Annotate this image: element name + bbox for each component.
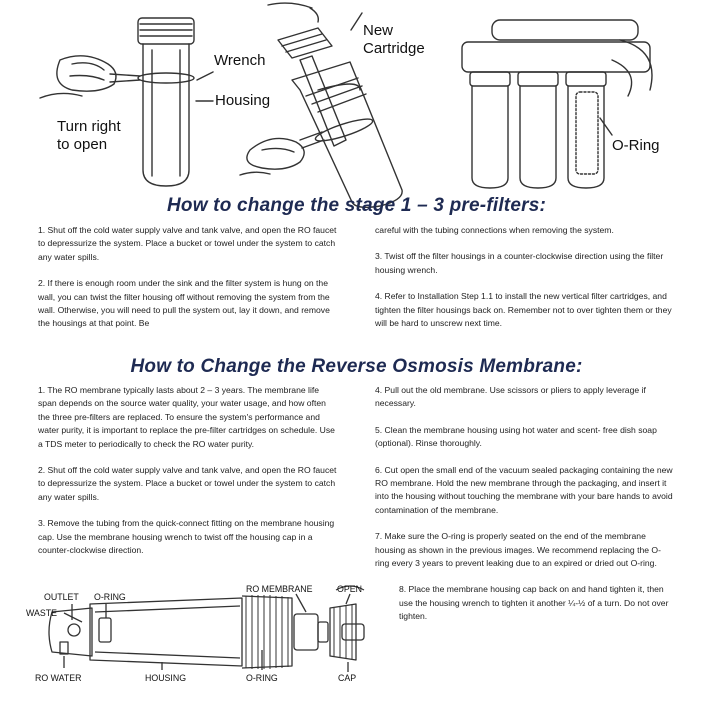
housing-bottom-label: HOUSING bbox=[145, 673, 187, 683]
membrane-step-8: 8. Place the membrane housing cap back on and hand tighten it, then use the housing wrench to tighten it another ¼-½ of a turn. Do not over tighten. bbox=[399, 584, 669, 622]
new-label-line1: New bbox=[363, 22, 394, 39]
turn-right-label-line2: to open bbox=[57, 136, 108, 153]
section1-col1 bbox=[38, 224, 338, 331]
ro-system-unit bbox=[462, 20, 652, 188]
step-1: 1. Shut off the cold water supply valve and tank valve, and open the RO faucet to depressurize the system. Place a bucket or towel under the system to catch any water spills. bbox=[38, 225, 337, 262]
section1-title: How to change the stage 1 – 3 pre-filters: bbox=[167, 195, 546, 216]
membrane-diagram bbox=[49, 594, 364, 672]
o-ring-bottom-label: O-RING bbox=[246, 673, 278, 683]
step-2-cont: careful with the tubing connections when removing the system. bbox=[375, 225, 614, 235]
membrane-step-5: 5. Clean the membrane housing using hot water and scent- free dish soap (optional). Rinse thoroughly. bbox=[375, 424, 657, 449]
section2-col1 bbox=[38, 384, 338, 557]
o-ring-top-label: O-RING bbox=[94, 592, 126, 602]
membrane-step-4: 4. Pull out the old membrane. Use scissors or pliers to apply leverage if necessary. bbox=[375, 385, 646, 409]
filter-housing-1 bbox=[40, 18, 194, 186]
section2-title: How to Change the Reverse Osmosis Membrane: bbox=[130, 356, 583, 377]
membrane-step-7: 7. Make sure the O-ring is properly seated on the end of the membrane housing as shown in the previous images. We recommend replacing the O-ring every 3 years to prevent leaking due to an expired or dried out O-ring. bbox=[375, 531, 661, 569]
ro-membrane-leader bbox=[296, 594, 306, 612]
outlet-label: OUTLET bbox=[44, 592, 79, 602]
section1-col2 bbox=[375, 224, 675, 330]
new-cartridge-leader bbox=[351, 13, 362, 30]
cap-label: CAP bbox=[338, 673, 357, 683]
membrane-step-6: 6. Cut open the small end of the vacuum sealed packaging containing the new RO membrane. Hold the new membrane through the packaging, and insert it into the housing without touching the membrane with your bare hands to avoid contamination of the membrane. bbox=[375, 464, 673, 515]
membrane-step-2: 2. Shut off the cold water supply valve and tank valve, and open the RO faucet to depressurize the system. Place a bucket or towel under the system to catch any water spills. bbox=[38, 465, 337, 502]
turn-right-label-line1: Turn right bbox=[57, 118, 121, 135]
ro-water-label: RO WATER bbox=[35, 673, 82, 683]
step-3: 3. Twist off the filter housings in a counter-clockwise direction using the filter housing wrench. bbox=[375, 251, 664, 275]
membrane-step-1: 1. The RO membrane typically lasts about 2 – 3 years. The membrane life span depends on the source water quality, your water usage, and how often the three pre-filters are replaced. To ensure the system's performance and water purity, it is important to replace the pre-filter cartridges on schedule. Use a TDS meter to periodically to check the RO water purity. bbox=[38, 385, 335, 449]
step-2: 2. If there is enough room under the sink and the filter system is hung on the wall, you can twist the filter housing off without removing the system from the wall. Otherwise, you will need to pull the system out, lay it down, and remove the housings at that point. Be bbox=[38, 278, 330, 329]
waste-leader bbox=[64, 613, 82, 622]
open-leader bbox=[346, 594, 350, 604]
wrench-leader bbox=[197, 72, 213, 80]
ro-membrane-label: RO MEMBRANE bbox=[246, 584, 313, 594]
step-4: 4. Refer to Installation Step 1.1 to install the new vertical filter cartridges, and tighten the filter housings back on. Remember not to over tighten them or they will be hard to unscrew next time. bbox=[375, 291, 672, 329]
wrench-label: Wrench bbox=[214, 52, 266, 69]
waste-label: WASTE bbox=[26, 608, 57, 618]
o-ring-leader bbox=[600, 118, 612, 135]
housing-label: Housing bbox=[215, 92, 271, 109]
o-ring-label: O-Ring bbox=[612, 137, 660, 154]
open-label: OPEN bbox=[337, 584, 362, 594]
cartridge-label-line2: Cartridge bbox=[363, 40, 425, 57]
section2-col2 bbox=[375, 384, 675, 624]
membrane-step-3: 3. Remove the tubing from the quick-connect fitting on the membrane housing cap. Use the membrane housing wrench to twist off the housing cap in a counter-clockwise direction. bbox=[38, 518, 335, 556]
